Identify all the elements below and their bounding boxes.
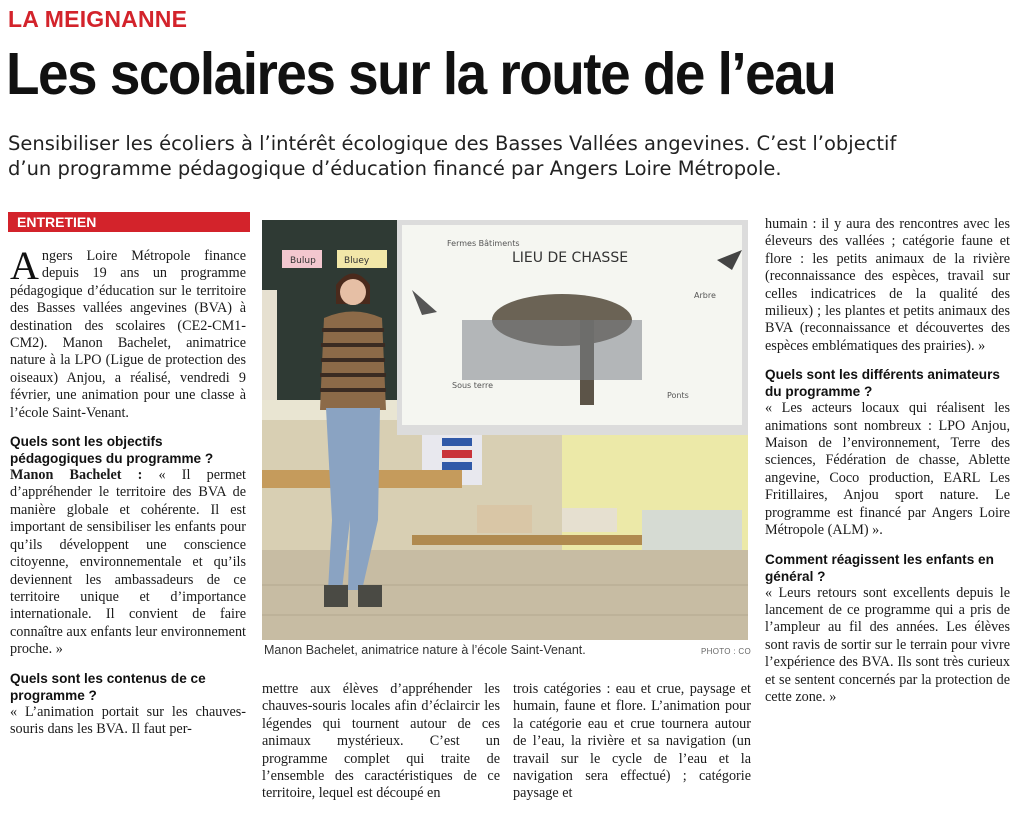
standfirst-line-2: d’un programme pédagogique d’éducation financé par Angers Loire Métropole. — [8, 157, 782, 180]
answer-contents-part-1: « L’animation portait sur les chauves-souris dans les BVA. Il faut per- — [10, 703, 246, 737]
card-2: Bluey — [344, 256, 370, 266]
photo-illustration — [262, 220, 748, 640]
column-1 — [10, 243, 246, 738]
column-4 — [765, 216, 1010, 706]
rubric-banner — [8, 212, 250, 232]
board-note-4: Ponts — [667, 391, 689, 400]
answer-objectives-text: « Il permet d’appréhender le territoire des BVA de manière globale et cohérente. Il est important de sensibiliser les enfants pour qu’ils développent une conscience citoyenne, environnementale et qu’ils deviennent les ambassadeurs de ce territoire unique et d’importance internationale. Il convient de faire connaître aux enfants leur environnement proche. » — [10, 467, 246, 658]
intro-paragraph — [10, 243, 246, 422]
intro-text: ngers Loire Métropole finance depuis 19 ans un programme pédagogique d’éducation sur le territoire des Basses vallées angevines (BVA) à destination des scolaires (CE2-CM1-CM2). Manon Bachelet, animatrice nature à la LPO (Ligue de protection des oiseaux) Anjou, a réalisé, vendredi 9 février, une animation pour une classe à l’école Saint-Venant. — [10, 248, 246, 421]
answer-contents-part-2: mettre aux élèves d’appréhender les chauves-souris locales afin d’éclaircir les légendes qui tournent autour de ces animaux mystérieux. C’est un programme complet qui traite de l’ensemble des caractéristiques de ce territoire, lequel est découpé en — [262, 681, 500, 802]
question-objectives: Quels sont les objectifs pédagogiques du programme ? — [10, 434, 214, 467]
speaker-name: Manon Bachelet : — [10, 467, 143, 484]
column-3 — [513, 681, 751, 803]
photo-caption: Manon Bachelet, animatrice nature à l’école Saint-Venant. — [264, 643, 586, 657]
answer-animators: « Les acteurs locaux qui réalisent les animations sont nombreux : LPO Anjou, Maison de l’environnement, Terre des sciences, Fédération de chasse, Ablette angevine, Coco production, EARL Les Fritillaires, Anjou sport nature. Le programme est financé par Angers Loire Métropole (ALM) ». — [765, 400, 1010, 539]
answer-objectives — [10, 467, 246, 658]
answer-contents-part-4: humain : il y aura des rencontres avec les éleveurs des vallées ; catégorie faune et flore : les petits animaux de la rivière (reconnaissance des espèces, travail sur celles indicatrices de la qualité des milieux) ; les plantes et petits animaux des BVA (reconnaissance et découvertes des espèces emblématiques des prairies). » — [765, 216, 1010, 354]
board-note-2: Sous terre — [452, 381, 493, 390]
photo-classroom — [262, 220, 748, 640]
answer-reactions: « Leurs retours sont excellents depuis le lancement de ce programme qui a pris de l’ampleur au fil des années. Les élèves sont ravis de sortir sur le terrain pour vivre l’expérience des BVA. Ils sont très curieux et se sentent concernés par la protection de cette zone. » — [765, 584, 1010, 705]
rubric-label: ENTRETIEN — [17, 214, 97, 230]
answer-contents-part-3: trois catégories : eau et crue, paysage et humain, faune et flore. L’animation pour la catégorie eau et crue tournera autour de l’eau, la rivière et sa navigation (un travail sur le cycle de l’eau et la navigation sera effectué) ; catégorie paysage et — [513, 681, 751, 802]
board-title: LIEU DE CHASSE — [512, 250, 629, 266]
card-1: Bulup — [290, 256, 316, 266]
board-note-3: Arbre — [694, 291, 716, 300]
column-2 — [262, 681, 500, 803]
headline: Les scolaires sur la route de l’eau — [6, 41, 836, 107]
board-note-1: Fermes Bâtiments — [447, 239, 520, 248]
standfirst-line-1: Sensibiliser les écoliers à l’intérêt écologique des Basses Vallées angevines. C’est l’objectif — [8, 132, 897, 155]
section-kicker: LA MEIGNANNE — [8, 6, 188, 32]
question-reactions: Comment réagissent les enfants en général ? — [765, 551, 994, 584]
photo-credit: PHOTO : CO — [701, 647, 751, 656]
question-animators: Quels sont les différents animateurs du programme ? — [765, 367, 1000, 400]
standfirst — [8, 131, 1008, 181]
drop-cap: A — [10, 243, 39, 288]
question-contents: Quels sont les contenus de ce programme ? — [10, 670, 206, 703]
